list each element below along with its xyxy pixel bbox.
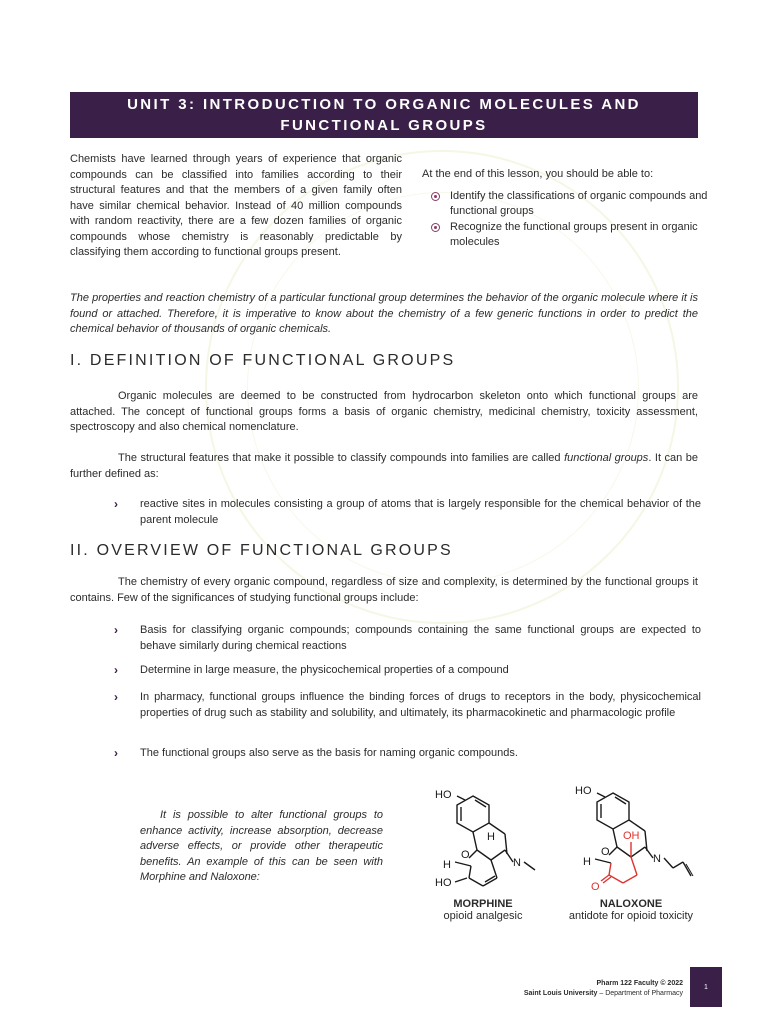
atom-label: HO [575,785,592,797]
emphasized-term: functional groups [564,452,649,464]
learning-objectives [422,167,712,251]
chevron-right-icon: › [114,690,118,704]
atom-label: HO [435,789,452,801]
chevron-right-icon: › [114,497,118,511]
footer-copyright: Pharm 122 Faculty © 2022 [596,980,683,987]
functional-groups-paragraph [70,451,698,482]
atom-label: N [513,857,521,869]
chevron-right-icon: › [114,623,118,637]
atom-label: H [583,856,591,868]
morphine-caption: opioid analgesic [443,910,523,922]
bullet-text: The functional groups also serve as the basis for naming organic compounds. [140,747,518,759]
overview-paragraph: The chemistry of every organic compound, regardless of size and complexity, is determined by the functional groups it contains. Few of the significances of studying functional groups include: [70,576,698,604]
atom-label: N [653,853,661,865]
bullet-text: Basis for classifying organic compounds; compounds containing the same functional groups are expected to behave similarly during chemical reactions [140,624,701,652]
paragraph-text: The structural features that make it possible to classify compounds into families are called [118,452,565,464]
objectives-lead: At the end of this lesson, you should be able to: [422,168,654,180]
definition-bullet [116,497,701,528]
objective-text: Recognize the functional groups present in organic molecules [450,220,698,248]
emphasis-paragraph: The properties and reaction chemistry of a particular functional group determines the behavior of the organic molecule where it is found or attached. Therefore, it is imperative to know about the chemistry of a few generic functions in order to predict the chemical behavior of thousands of organic chemicals. [70,292,698,335]
note-text: It is possible to alter functional groups to enhance activity, increase absorption, decrease adverse effects, or provide other therapeutic benefits. An example of this can be seen with Morphine and Naloxone: [140,809,383,883]
morphine-aromatic-ring [457,796,489,832]
atom-label: HO [435,877,452,889]
naloxone-aromatic-ring [597,793,629,829]
chevron-right-icon: › [114,663,118,677]
morphine-naloxone-note [140,808,383,886]
significance-bullet [116,690,701,721]
morphine-atom-labels [435,789,521,889]
circle-bullet-icon [431,192,440,201]
atom-label: H [487,831,495,843]
morphine-structure [455,796,535,886]
chevron-right-icon: › [114,746,118,760]
bullet-text: reactive sites in molecules consisting a group of atoms that is largely responsible for the chemical behavior of the parent molecule [140,498,701,526]
footer-university: Saint Louis University [523,990,598,997]
morphine-name: MORPHINE [453,898,513,910]
naloxone-atom-labels [575,785,661,893]
objective-item [422,220,712,251]
bullet-text: In pharmacy, functional groups influence the binding forces of drugs to receptors in the body, physicochemical properties of drug such as stability and solubility, and ultimately, its pharmacokinetic and pharmacologic profile [140,691,701,719]
unit-title-banner [70,92,698,138]
definition-paragraph: Organic molecules are deemed to be constructed from hydrocarbon skeleton onto which functional groups are attached. The concept of functional groups forms a basis of organic chemistry, medicinal chemistry, toxicity assessment, spectroscopy and also chemical nomenclature. [70,390,698,433]
section-heading-definition: I. DEFINITION OF FUNCTIONAL GROUPS [70,352,456,369]
page-number: 1 [690,967,722,1007]
paragraph-text: . It can be further defined as: [70,452,699,480]
atom-label: O [601,846,610,858]
section-heading-overview: II. OVERVIEW OF FUNCTIONAL GROUPS [70,542,453,559]
atom-label: O [461,849,470,861]
bullet-text: Determine in large measure, the physicochemical properties of a compound [140,664,509,676]
objective-text: Identify the classifications of organic compounds and functional groups [450,189,708,217]
objective-item [422,189,712,220]
naloxone-label [551,898,711,922]
atom-label: H [443,859,451,871]
significance-bullet [116,746,701,762]
page-footer [524,979,683,999]
significance-bullet [116,663,701,679]
intro-paragraph: Chemists have learned through years of experience that organic compounds can be classified into families according to their structural features and that the members of a given family often have similar chemical behavior. Instead of 40 million compounds with random reactivity, there are a few dozen families of organic compounds whose chemistry is reasonably predictable by classifying them according to functional groups present. [70,153,402,258]
circle-bullet-icon [431,223,440,232]
chemical-structures [425,778,710,928]
naloxone-structure [595,793,693,876]
naloxone-caption: antidote for opioid toxicity [568,910,694,922]
naloxone-name: NALOXONE [599,898,663,910]
atom-label-highlight: O [591,881,600,893]
significance-bullet [116,623,701,654]
objectives-list [422,189,712,251]
footer-department: – Department of Pharmacy [597,990,683,997]
unit-title: UNIT 3: INTRODUCTION TO ORGANIC MOLECULES AND FUNCTIONAL GROUPS [127,96,641,134]
morphine-label [413,898,553,922]
atom-label-highlight: OH [623,830,640,842]
